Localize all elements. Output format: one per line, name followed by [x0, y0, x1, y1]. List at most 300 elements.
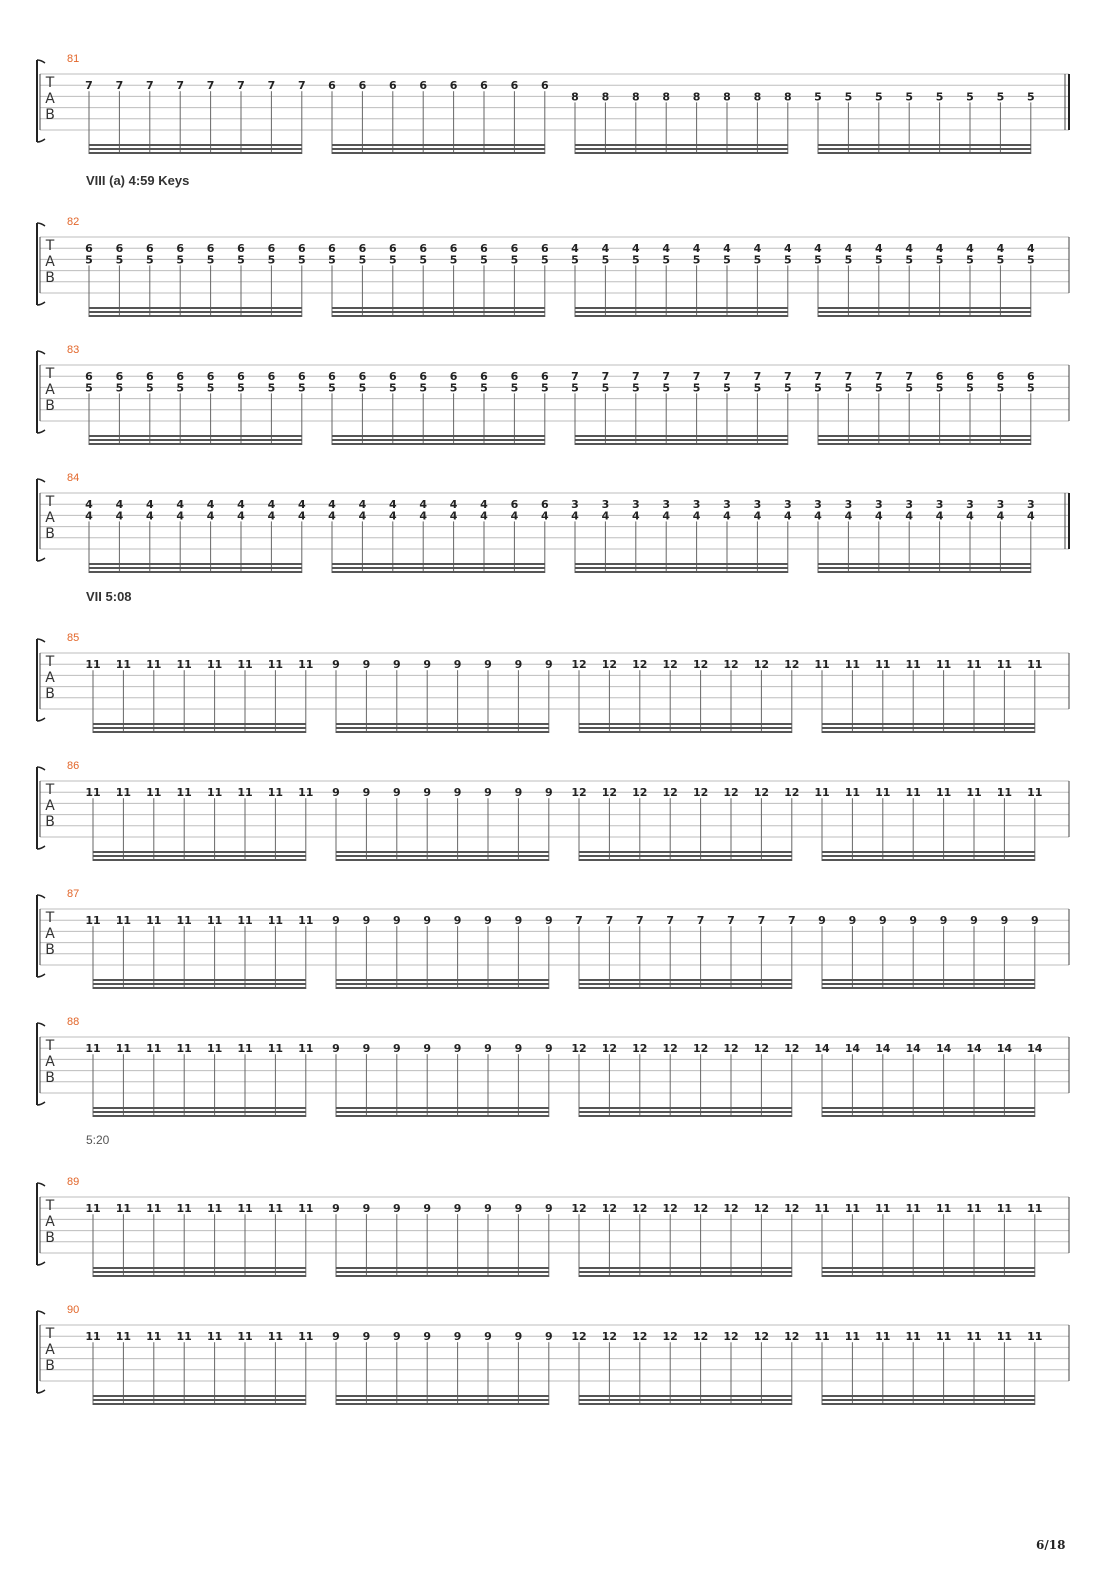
fret-number: 9	[332, 1330, 340, 1344]
fret-number: 12	[753, 658, 770, 672]
fret-number: 11	[814, 658, 830, 672]
fret-number: 12	[571, 1330, 587, 1344]
fret-number: 9	[544, 1330, 553, 1344]
fret-number: 6	[388, 79, 397, 93]
system-bracket	[37, 302, 45, 305]
fret-number: 12	[784, 658, 800, 672]
fret-number: 4	[419, 498, 428, 512]
fret-number: 4	[267, 498, 276, 512]
beam	[89, 152, 302, 154]
fret-number: 4	[966, 242, 974, 256]
fret-number: 4	[267, 509, 276, 523]
tab-clef-letter: T	[45, 782, 55, 798]
fret-number: 4	[814, 242, 822, 256]
fret-number: 14	[966, 1042, 982, 1056]
fret-number: 3	[844, 498, 853, 512]
fret-number: 11	[176, 658, 192, 672]
fret-number: 5	[510, 381, 519, 395]
tab-clef-letter: B	[45, 686, 55, 702]
fret-number: 12	[753, 1042, 770, 1056]
beam	[575, 148, 788, 150]
section-heading: VIII (a) 4:59 Keys	[86, 173, 190, 188]
fret-number: 9	[484, 786, 492, 800]
fret-number: 5	[966, 381, 974, 395]
fret-number: 5	[783, 253, 792, 267]
fret-number: 11	[875, 1330, 891, 1344]
fret-number: 11	[935, 1202, 952, 1216]
tab-clef-letter: B	[45, 398, 55, 414]
fret-number: 12	[784, 1042, 800, 1056]
fret-number: 5	[480, 381, 488, 395]
beam	[575, 311, 788, 313]
tab-clef-letter: B	[45, 942, 55, 958]
fret-number: 5	[449, 253, 458, 267]
fret-number: 4	[783, 509, 792, 523]
beam	[332, 311, 545, 313]
system-bracket	[37, 60, 45, 63]
fret-number: 9	[423, 914, 432, 928]
fret-number: 12	[601, 1330, 618, 1344]
fret-number: 7	[115, 79, 124, 93]
fret-number: 9	[392, 1330, 401, 1344]
fret-number: 5	[267, 381, 276, 395]
fret-number: 11	[267, 658, 284, 672]
beam	[818, 315, 1031, 317]
fret-number: 7	[696, 914, 705, 928]
fret-number: 4	[571, 509, 579, 523]
fret-number: 9	[362, 1202, 371, 1216]
fret-number: 9	[332, 658, 340, 672]
fret-number: 4	[662, 242, 671, 256]
fret-number: 6	[996, 370, 1005, 384]
fret-number: 4	[905, 509, 914, 523]
fret-number: 12	[571, 658, 587, 672]
fret-number: 5	[996, 253, 1005, 267]
fret-number: 9	[544, 1202, 553, 1216]
fret-number: 7	[145, 79, 154, 93]
fret-number: 11	[146, 786, 162, 800]
fret-number: 12	[632, 1202, 648, 1216]
fret-number: 9	[514, 1330, 523, 1344]
fret-number: 5	[874, 381, 883, 395]
beam	[579, 1395, 792, 1397]
fret-number: 5	[874, 90, 883, 104]
fret-number: 6	[510, 242, 519, 256]
beam	[579, 859, 792, 861]
system-bracket	[37, 1102, 45, 1105]
fret-number: 4	[328, 509, 336, 523]
fret-number: 7	[601, 370, 610, 384]
fret-number: 5	[206, 381, 215, 395]
fret-number: 6	[145, 370, 154, 384]
beam	[822, 851, 1035, 853]
beam	[579, 1275, 792, 1277]
fret-number: 11	[267, 1330, 284, 1344]
fret-number: 9	[970, 914, 978, 928]
beam	[336, 1399, 549, 1401]
beam	[336, 1111, 549, 1113]
fret-number: 8	[783, 90, 792, 104]
fret-number: 12	[662, 658, 678, 672]
system-bracket	[37, 558, 45, 561]
system-bracket	[37, 1183, 45, 1186]
fret-number: 5	[115, 253, 124, 267]
fret-number: 4	[297, 509, 306, 523]
fret-number: 11	[814, 1330, 830, 1344]
fret-number: 6	[358, 79, 367, 93]
beam	[575, 443, 788, 445]
beam	[93, 855, 306, 857]
tab-clef-letter: T	[45, 494, 55, 510]
fret-number: 14	[844, 1042, 861, 1056]
fret-number: 14	[996, 1042, 1013, 1056]
fret-number: 5	[692, 381, 701, 395]
fret-number: 11	[85, 786, 101, 800]
beam	[336, 987, 549, 989]
beam	[818, 152, 1031, 154]
beam	[332, 443, 545, 445]
fret-number: 9	[332, 1042, 340, 1056]
fret-number: 11	[237, 1202, 253, 1216]
fret-number: 4	[358, 509, 367, 523]
fret-number: 12	[662, 1330, 678, 1344]
beam	[93, 723, 306, 725]
fret-number: 7	[206, 79, 215, 93]
fret-number: 5	[844, 253, 853, 267]
fret-number: 5	[297, 253, 306, 267]
tab-clef-letter: T	[45, 1038, 55, 1054]
beam	[579, 855, 792, 857]
system-bracket	[37, 139, 45, 142]
fret-number: 9	[453, 1042, 462, 1056]
fret-number: 11	[298, 1202, 314, 1216]
fret-number: 11	[935, 1330, 952, 1344]
tab-clef-letter: A	[45, 926, 55, 942]
beam	[579, 727, 792, 729]
beam	[579, 731, 792, 733]
fret-number: 12	[692, 1330, 709, 1344]
fret-number: 6	[449, 370, 458, 384]
fret-number: 9	[392, 1202, 401, 1216]
fret-number: 6	[328, 370, 336, 384]
tab-clef-letter: T	[45, 1326, 55, 1342]
fret-number: 8	[601, 90, 610, 104]
fret-number: 11	[298, 658, 314, 672]
fret-number: 4	[783, 242, 792, 256]
beam	[93, 1395, 306, 1397]
fret-number: 6	[267, 242, 276, 256]
fret-number: 6	[540, 498, 549, 512]
fret-number: 11	[844, 1330, 861, 1344]
fret-number: 5	[814, 381, 822, 395]
fret-number: 11	[844, 1202, 861, 1216]
fret-number: 4	[874, 509, 883, 523]
fret-number: 9	[423, 786, 432, 800]
fret-number: 4	[571, 242, 579, 256]
beam	[822, 1399, 1035, 1401]
fret-number: 5	[631, 253, 640, 267]
fret-number: 3	[571, 498, 579, 512]
fret-number: 5	[996, 90, 1005, 104]
fret-number: 6	[388, 370, 397, 384]
beam	[93, 731, 306, 733]
fret-number: 5	[571, 381, 579, 395]
fret-number: 4	[905, 242, 914, 256]
fret-number: 11	[966, 658, 982, 672]
fret-number: 5	[419, 381, 428, 395]
fret-number: 9	[362, 1042, 371, 1056]
fret-number: 4	[814, 509, 822, 523]
beam	[332, 152, 545, 154]
fret-number: 4	[540, 509, 549, 523]
fret-number: 4	[85, 509, 93, 523]
tab-clef-letter: B	[45, 526, 55, 542]
fret-number: 6	[419, 242, 428, 256]
tab-clef-letter: B	[45, 1230, 55, 1246]
beam	[822, 979, 1035, 981]
fret-number: 11	[206, 1330, 223, 1344]
fret-number: 11	[935, 658, 952, 672]
fret-number: 5	[874, 253, 883, 267]
fret-number: 11	[115, 1042, 132, 1056]
fret-number: 7	[753, 370, 762, 384]
tab-clef-letter: A	[45, 1054, 55, 1070]
fret-number: 3	[1026, 498, 1035, 512]
fret-number: 8	[631, 90, 640, 104]
fret-number: 5	[510, 253, 519, 267]
beam	[579, 1399, 792, 1401]
fret-number: 9	[818, 914, 826, 928]
fret-number: 6	[115, 242, 124, 256]
fret-number: 4	[844, 242, 853, 256]
fret-number: 3	[996, 498, 1005, 512]
fret-number: 5	[419, 253, 428, 267]
beam	[822, 1275, 1035, 1277]
fret-number: 9	[484, 658, 492, 672]
measure-number: 86	[67, 760, 80, 772]
fret-number: 11	[298, 1042, 314, 1056]
fret-number: 4	[388, 498, 397, 512]
fret-number: 11	[298, 786, 314, 800]
fret-number: 6	[480, 242, 488, 256]
fret-number: 11	[237, 914, 253, 928]
beam	[575, 435, 788, 437]
measure-number: 90	[67, 1304, 80, 1316]
beam	[818, 439, 1031, 441]
fret-number: 6	[206, 242, 215, 256]
fret-number: 9	[484, 914, 492, 928]
beam	[818, 571, 1031, 573]
fret-number: 7	[605, 914, 614, 928]
tab-clef-letter: A	[45, 670, 55, 686]
fret-number: 6	[176, 370, 185, 384]
beam	[822, 983, 1035, 985]
beam	[818, 311, 1031, 313]
fret-number: 11	[85, 914, 101, 928]
fret-number: 9	[544, 1042, 553, 1056]
fret-number: 4	[176, 498, 185, 512]
beam	[93, 1111, 306, 1113]
fret-number: 6	[419, 370, 428, 384]
fret-number: 3	[753, 498, 762, 512]
fret-number: 5	[1026, 381, 1035, 395]
fret-number: 4	[874, 242, 883, 256]
beam	[93, 983, 306, 985]
fret-number: 4	[388, 509, 397, 523]
beam	[818, 148, 1031, 150]
beam	[822, 1267, 1035, 1269]
fret-number: 12	[723, 1330, 739, 1344]
system-bracket	[37, 430, 45, 433]
fret-number: 9	[362, 658, 371, 672]
system-bracket	[37, 479, 45, 482]
beam	[93, 1403, 306, 1405]
fret-number: 5	[662, 381, 671, 395]
fret-number: 4	[753, 242, 762, 256]
beam	[336, 983, 549, 985]
tab-clef-letter: B	[45, 270, 55, 286]
fret-number: 7	[905, 370, 914, 384]
fret-number: 14	[875, 1042, 891, 1056]
fret-number: 4	[996, 509, 1005, 523]
fret-number: 7	[814, 370, 822, 384]
system-bracket	[37, 223, 45, 226]
fret-number: 9	[544, 914, 553, 928]
fret-number: 5	[905, 381, 914, 395]
fret-number: 9	[514, 786, 523, 800]
fret-number: 7	[297, 79, 306, 93]
fret-number: 11	[996, 786, 1013, 800]
fret-number: 5	[540, 381, 549, 395]
fret-number: 4	[328, 498, 336, 512]
fret-number: 9	[544, 786, 553, 800]
system-bracket	[37, 974, 45, 977]
fret-number: 11	[966, 786, 982, 800]
fret-number: 12	[662, 1202, 678, 1216]
tab-clef-letter: T	[45, 366, 55, 382]
fret-number: 7	[723, 370, 731, 384]
fret-number: 4	[631, 242, 640, 256]
beam	[336, 1271, 549, 1273]
fret-number: 12	[571, 1042, 587, 1056]
fret-number: 5	[601, 381, 610, 395]
fret-number: 5	[844, 90, 853, 104]
fret-number: 8	[692, 90, 701, 104]
measure-number: 87	[67, 888, 80, 900]
fret-number: 12	[692, 658, 709, 672]
fret-number: 7	[757, 914, 766, 928]
fret-number: 6	[85, 242, 93, 256]
beam	[818, 443, 1031, 445]
fret-number: 4	[237, 498, 245, 512]
beam	[93, 1275, 306, 1277]
fret-number: 11	[1027, 786, 1043, 800]
fret-number: 9	[544, 658, 553, 672]
fret-number: 5	[237, 381, 245, 395]
fret-number: 9	[484, 1042, 492, 1056]
fret-number: 11	[115, 658, 132, 672]
fret-number: 12	[723, 658, 739, 672]
fret-number: 4	[753, 509, 762, 523]
beam	[336, 855, 549, 857]
fret-number: 12	[632, 1042, 648, 1056]
fret-number: 4	[419, 509, 428, 523]
fret-number: 12	[692, 1202, 709, 1216]
beam	[336, 731, 549, 733]
tab-clef-letter: T	[45, 654, 55, 670]
fret-number: 7	[85, 79, 93, 93]
fret-number: 11	[206, 786, 223, 800]
fret-number: 4	[631, 509, 640, 523]
beam	[822, 1107, 1035, 1109]
fret-number: 5	[540, 253, 549, 267]
fret-number: 5	[85, 253, 93, 267]
fret-number: 8	[723, 90, 731, 104]
beam	[575, 571, 788, 573]
fret-number: 4	[844, 509, 853, 523]
beam	[332, 563, 545, 565]
fret-number: 11	[814, 786, 830, 800]
fret-number: 5	[935, 90, 944, 104]
measure-number: 81	[67, 53, 80, 65]
fret-number: 7	[575, 914, 583, 928]
tab-clef-letter: B	[45, 1358, 55, 1374]
fret-number: 5	[1026, 253, 1035, 267]
fret-number: 11	[844, 786, 861, 800]
fret-number: 6	[267, 370, 276, 384]
fret-number: 5	[328, 381, 336, 395]
fret-number: 11	[85, 1202, 101, 1216]
beam	[89, 439, 302, 441]
fret-number: 11	[844, 658, 861, 672]
beam	[579, 1403, 792, 1405]
beam	[579, 1267, 792, 1269]
fret-number: 11	[267, 914, 284, 928]
fret-number: 4	[449, 498, 458, 512]
fret-number: 5	[388, 253, 397, 267]
beam	[336, 979, 549, 981]
fret-number: 6	[540, 79, 549, 93]
fret-number: 12	[723, 1202, 739, 1216]
fret-number: 9	[423, 1330, 432, 1344]
fret-number: 7	[267, 79, 276, 93]
beam	[579, 983, 792, 985]
fret-number: 6	[297, 242, 306, 256]
fret-number: 4	[480, 509, 488, 523]
fret-number: 5	[449, 381, 458, 395]
fret-number: 11	[966, 1202, 982, 1216]
beam	[822, 1403, 1035, 1405]
fret-number: 11	[1027, 1202, 1043, 1216]
fret-number: 14	[905, 1042, 921, 1056]
beam	[822, 1115, 1035, 1117]
fret-number: 5	[176, 381, 185, 395]
fret-number: 11	[237, 1330, 253, 1344]
beam	[89, 435, 302, 437]
fret-number: 4	[145, 498, 154, 512]
beam	[336, 727, 549, 729]
system-bracket	[37, 351, 45, 354]
fret-number: 5	[480, 253, 488, 267]
beam	[336, 859, 549, 861]
fret-number: 5	[328, 253, 336, 267]
fret-number: 6	[480, 79, 488, 93]
beam	[818, 563, 1031, 565]
fret-number: 3	[662, 498, 671, 512]
beam	[332, 571, 545, 573]
fret-number: 11	[237, 658, 253, 672]
fret-number: 9	[332, 914, 340, 928]
